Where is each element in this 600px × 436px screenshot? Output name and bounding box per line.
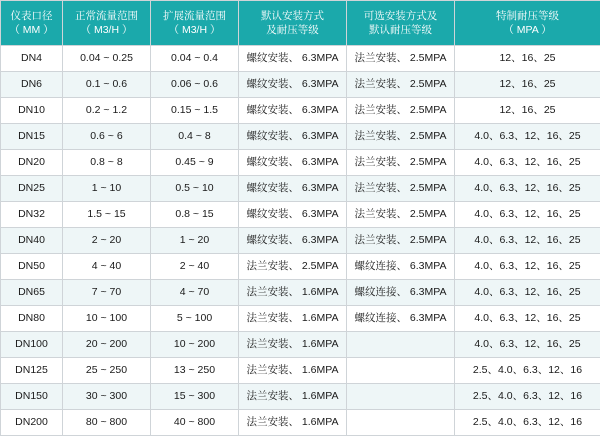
table-cell: 13 ~ 250 [151,358,239,384]
table-cell: 法兰安装、 2.5MPA [239,254,347,280]
table-cell [347,410,455,436]
table-cell: 法兰安装、 2.5MPA [347,124,455,150]
table-cell: 5 ~ 100 [151,306,239,332]
cell-diameter: DN20 [1,150,63,176]
table-cell: 法兰安装、 2.5MPA [347,150,455,176]
cell-diameter: DN100 [1,332,63,358]
table-cell: 4.0、6.3、12、16、25 [455,306,600,332]
column-header-5 [455,1,600,46]
table-cell: 螺纹连接、 6.3MPA [347,254,455,280]
table-cell: 法兰安装、 2.5MPA [347,228,455,254]
table-cell: 12、16、25 [455,72,600,98]
column-header-line: 默认耐压等级 [347,23,454,37]
table-row [1,202,600,228]
column-header-1 [63,1,151,46]
table-cell: 0.04 ~ 0.4 [151,46,239,72]
table-cell: 螺纹安装、 6.3MPA [239,176,347,202]
cell-diameter: DN15 [1,124,63,150]
table-cell: 0.4 ~ 8 [151,124,239,150]
table-cell: 4 ~ 40 [63,254,151,280]
table-cell: 4.0、6.3、12、16、25 [455,228,600,254]
table-cell: 20 ~ 200 [63,332,151,358]
cell-diameter: DN50 [1,254,63,280]
table-cell: 2 ~ 20 [63,228,151,254]
table-cell: 法兰安装、 1.6MPA [239,410,347,436]
table-cell: 4.0、6.3、12、16、25 [455,176,600,202]
table-cell: 法兰安装、 2.5MPA [347,46,455,72]
table-row [1,228,600,254]
table-cell: 螺纹安装、 6.3MPA [239,124,347,150]
column-header-line: 正常流量范围 [63,9,150,23]
table-cell: 1 ~ 10 [63,176,151,202]
cell-diameter: DN125 [1,358,63,384]
table-cell: 40 ~ 800 [151,410,239,436]
table-cell: 0.6 ~ 6 [63,124,151,150]
cell-diameter: DN4 [1,46,63,72]
table-cell: 4 ~ 70 [151,280,239,306]
table-cell [347,384,455,410]
cell-diameter: DN65 [1,280,63,306]
table-cell: 4.0、6.3、12、16、25 [455,280,600,306]
table-row [1,176,600,202]
table-cell: 螺纹安装、 6.3MPA [239,228,347,254]
table-cell [347,358,455,384]
table-cell: 2.5、4.0、6.3、12、16 [455,358,600,384]
table-cell: 螺纹连接、 6.3MPA [347,280,455,306]
table-cell: 2 ~ 40 [151,254,239,280]
header-row [1,1,600,46]
table-cell: 0.04 ~ 0.25 [63,46,151,72]
table-cell: 7 ~ 70 [63,280,151,306]
cell-diameter: DN6 [1,72,63,98]
cell-diameter: DN10 [1,98,63,124]
table-cell: 法兰安装、 2.5MPA [347,202,455,228]
column-header-0 [1,1,63,46]
column-header-line: 特制耐压等级 [455,9,600,23]
table-cell: 螺纹安装、 6.3MPA [239,150,347,176]
table-cell: 80 ~ 800 [63,410,151,436]
table-cell: 0.2 ~ 1.2 [63,98,151,124]
cell-diameter: DN200 [1,410,63,436]
column-header-2 [151,1,239,46]
column-header-line: 默认安装方式 [239,9,346,23]
cell-diameter: DN80 [1,306,63,332]
table-row [1,384,600,410]
column-header-line: 扩展流量范围 [151,9,238,23]
table-cell: 4.0、6.3、12、16、25 [455,202,600,228]
column-header-line: （ MM ） [1,23,62,37]
table-cell: 螺纹安装、 6.3MPA [239,98,347,124]
table-row [1,124,600,150]
table-cell: 法兰安装、 1.6MPA [239,358,347,384]
column-header-line: （ M3/H ） [151,23,238,37]
table-cell: 螺纹安装、 6.3MPA [239,46,347,72]
table-cell: 0.8 ~ 8 [63,150,151,176]
table-cell: 1 ~ 20 [151,228,239,254]
table-cell: 4.0、6.3、12、16、25 [455,150,600,176]
table-cell: 法兰安装、 1.6MPA [239,280,347,306]
table-cell: 0.5 ~ 10 [151,176,239,202]
table-cell: 10 ~ 100 [63,306,151,332]
table-row [1,254,600,280]
column-header-line: （ M3/H ） [63,23,150,37]
table-cell: 12、16、25 [455,46,600,72]
table-cell: 0.06 ~ 0.6 [151,72,239,98]
cell-diameter: DN32 [1,202,63,228]
table-cell: 1.5 ~ 15 [63,202,151,228]
table-body [1,46,600,436]
table-cell: 0.1 ~ 0.6 [63,72,151,98]
table-cell: 法兰安装、 1.6MPA [239,384,347,410]
table-cell: 0.45 ~ 9 [151,150,239,176]
table-cell: 10 ~ 200 [151,332,239,358]
table-cell: 2.5、4.0、6.3、12、16 [455,384,600,410]
table-cell: 螺纹安装、 6.3MPA [239,202,347,228]
table-row [1,46,600,72]
column-header-line: 可选安装方式及 [347,9,454,23]
column-header-line: 仪表口径 [1,9,62,23]
table-row [1,98,600,124]
column-header-4 [347,1,455,46]
table-cell: 法兰安装、 1.6MPA [239,332,347,358]
table-cell: 4.0、6.3、12、16、25 [455,254,600,280]
table-cell: 法兰安装、 2.5MPA [347,72,455,98]
table-cell: 法兰安装、 1.6MPA [239,306,347,332]
cell-diameter: DN25 [1,176,63,202]
column-header-3 [239,1,347,46]
table-cell: 15 ~ 300 [151,384,239,410]
table-cell: 0.8 ~ 15 [151,202,239,228]
table-cell: 法兰安装、 2.5MPA [347,176,455,202]
table-row [1,332,600,358]
table-header [1,1,600,46]
cell-diameter: DN150 [1,384,63,410]
table-cell: 4.0、6.3、12、16、25 [455,332,600,358]
table-cell: 0.15 ~ 1.5 [151,98,239,124]
column-header-line: （ MPA ） [455,23,600,37]
table-cell [347,332,455,358]
table-row [1,150,600,176]
table-cell: 螺纹连接、 6.3MPA [347,306,455,332]
table-row [1,306,600,332]
table-cell: 法兰安装、 2.5MPA [347,98,455,124]
table-cell: 12、16、25 [455,98,600,124]
table-cell: 30 ~ 300 [63,384,151,410]
table-row [1,280,600,306]
table-row [1,358,600,384]
table-cell: 螺纹安装、 6.3MPA [239,72,347,98]
table-cell: 25 ~ 250 [63,358,151,384]
table-cell: 2.5、4.0、6.3、12、16 [455,410,600,436]
column-header-line: 及耐压等级 [239,23,346,37]
table-cell: 4.0、6.3、12、16、25 [455,124,600,150]
table-row [1,410,600,436]
table-row [1,72,600,98]
cell-diameter: DN40 [1,228,63,254]
